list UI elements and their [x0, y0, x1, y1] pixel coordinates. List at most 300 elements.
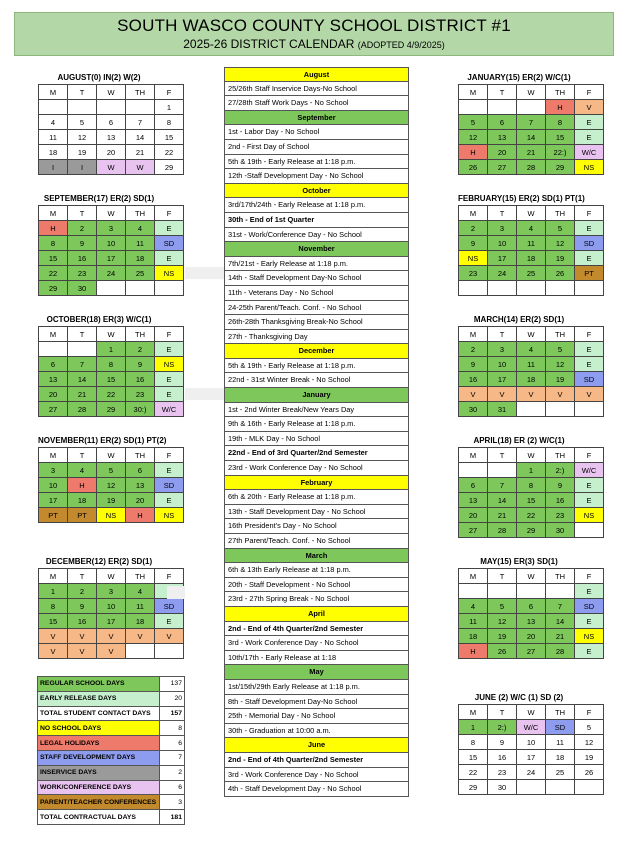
shaded-gap	[185, 267, 224, 279]
day-cell	[546, 780, 575, 795]
weekday-header: F	[575, 206, 604, 221]
day-cell: V	[39, 644, 68, 659]
day-cell: 1	[517, 463, 546, 478]
weekday-header: W	[517, 327, 546, 342]
day-cell: 3	[488, 342, 517, 357]
events-list	[224, 67, 409, 797]
event-row: 30th - End of 1st Quarter	[224, 213, 409, 228]
event-month-header: May	[224, 665, 409, 680]
day-cell: 22:)	[546, 145, 575, 160]
event-row: 23rd - 27th Spring Break - No School	[224, 592, 409, 607]
weekday-header: TH	[126, 206, 155, 221]
weekday-header: W	[517, 206, 546, 221]
event-month-header: September	[224, 111, 409, 126]
weekday-header: M	[459, 705, 488, 720]
day-cell: 14	[546, 614, 575, 629]
day-cell: 16	[459, 372, 488, 387]
shaded-gap	[167, 586, 185, 599]
day-cell	[517, 281, 546, 296]
day-cell	[546, 402, 575, 417]
day-cell: V	[68, 644, 97, 659]
day-cell: 17	[97, 614, 126, 629]
event-row: 2nd - End of 4th Quarter/2nd Semester	[224, 622, 409, 637]
event-row: 25th - Memorial Day - No School	[224, 709, 409, 724]
day-cell: 1	[97, 342, 126, 357]
event-row: 3rd - Work Conference Day - No School	[224, 768, 409, 783]
month-grid	[38, 326, 184, 417]
legend-label: TOTAL STUDENT CONTACT DAYS	[38, 706, 160, 721]
day-cell: 5	[68, 115, 97, 130]
day-cell: 7	[68, 357, 97, 372]
weekday-header: TH	[546, 448, 575, 463]
legend-label: WORK/CONFERENCE DAYS	[38, 780, 160, 795]
month-title: JUNE (2) W/C (1) SD (2)	[474, 693, 564, 702]
weekday-header: F	[575, 569, 604, 584]
legend-count: 20	[160, 691, 185, 706]
day-cell: NS	[155, 508, 184, 523]
weekday-header: F	[155, 85, 184, 100]
day-cell: 16	[546, 493, 575, 508]
legend-label: STAFF DEVELOPMENT DAYS	[38, 750, 160, 765]
event-row: 20th - Staff Development - No School	[224, 578, 409, 593]
day-cell: 21	[68, 387, 97, 402]
day-cell: 4	[126, 221, 155, 236]
day-cell: 11	[459, 614, 488, 629]
day-cell: SD	[155, 236, 184, 251]
legend-label: TOTAL CONTRACTUAL DAYS	[38, 810, 160, 825]
day-cell: E	[155, 372, 184, 387]
event-month-header: August	[224, 67, 409, 82]
day-cell	[126, 281, 155, 296]
day-cell: 14	[68, 372, 97, 387]
weekday-header: W	[517, 448, 546, 463]
day-cell	[126, 644, 155, 659]
weekday-header: M	[39, 327, 68, 342]
day-cell: 7	[546, 599, 575, 614]
legend-label: REGULAR SCHOOL DAYS	[38, 677, 160, 692]
day-cell: 7	[126, 115, 155, 130]
day-cell: 21	[517, 145, 546, 160]
day-cell: E	[575, 614, 604, 629]
day-cell: 4	[459, 599, 488, 614]
month-grid	[458, 205, 604, 296]
event-row: 6th & 20th - Early Release at 1:18 p.m.	[224, 490, 409, 505]
day-cell: 18	[546, 750, 575, 765]
day-cell: 13	[126, 478, 155, 493]
day-cell	[546, 584, 575, 599]
day-cell: V	[575, 387, 604, 402]
day-cell: 6	[39, 357, 68, 372]
day-cell: 4	[517, 221, 546, 236]
month-grid	[458, 84, 604, 175]
event-row: 30th - Graduation at 10:00 a.m.	[224, 724, 409, 739]
event-row: 31st - Work/Conference Day - No School	[224, 228, 409, 243]
weekday-header: M	[459, 448, 488, 463]
day-cell	[575, 402, 604, 417]
day-cell: 30	[459, 402, 488, 417]
day-cell: 24	[517, 765, 546, 780]
day-cell: 18	[126, 251, 155, 266]
legend-count: 2	[160, 765, 185, 780]
day-cell: W	[97, 160, 126, 175]
day-cell: 17	[488, 372, 517, 387]
weekday-header: W	[517, 85, 546, 100]
day-cell: 19	[575, 750, 604, 765]
legend-count: 7	[160, 750, 185, 765]
day-cell: 19	[68, 145, 97, 160]
legend-label: INSERVICE DAYS	[38, 765, 160, 780]
weekday-header: TH	[126, 569, 155, 584]
day-cell	[126, 100, 155, 115]
event-row: 6th & 13th Early Release at 1:18 p.m.	[224, 563, 409, 578]
day-cell: 8	[97, 357, 126, 372]
day-cell: NS	[459, 251, 488, 266]
day-cell: 8	[459, 735, 488, 750]
day-cell: 2	[126, 342, 155, 357]
day-cell: 22	[155, 145, 184, 160]
day-cell: 6	[126, 463, 155, 478]
event-row: 1st - 2nd Winter Break/New Years Day	[224, 403, 409, 418]
weekday-header: TH	[546, 206, 575, 221]
day-cell: 29	[517, 523, 546, 538]
day-cell: 8	[39, 236, 68, 251]
event-row: 7th/21st - Early Release at 1:18 p.m.	[224, 257, 409, 272]
weekday-header: M	[459, 85, 488, 100]
day-cell: 18	[68, 493, 97, 508]
day-cell: 2	[459, 342, 488, 357]
month-grid	[458, 704, 604, 795]
day-cell: 2	[68, 584, 97, 599]
day-cell: 1	[155, 100, 184, 115]
day-cell: 2:)	[488, 720, 517, 735]
day-cell: 15	[97, 372, 126, 387]
event-row: 22nd - 31st Winter Break - No School	[224, 373, 409, 388]
day-cell	[488, 463, 517, 478]
day-cell: 7	[488, 478, 517, 493]
weekday-header: F	[575, 705, 604, 720]
event-month-header: November	[224, 242, 409, 257]
day-cell: 25	[126, 266, 155, 281]
event-row: 27th Parent/Teach. Conf. - No School	[224, 534, 409, 549]
legend-count: 137	[160, 677, 185, 692]
day-cell: 31	[488, 402, 517, 417]
month-title: MAY(15) ER(3) SD(1)	[480, 557, 558, 566]
day-cell: 12	[68, 130, 97, 145]
event-row: 22nd - End of 3rd Quarter/2nd Semester	[224, 446, 409, 461]
day-cell	[459, 463, 488, 478]
weekday-header: TH	[126, 85, 155, 100]
day-cell: I	[68, 160, 97, 175]
month-title: OCTOBER(18) ER(3) W/C(1)	[46, 315, 152, 324]
month-title: APRIL(18) ER (2) W/C(1)	[473, 436, 565, 445]
day-cell	[459, 584, 488, 599]
legend-label: LEGAL HOLIDAYS	[38, 736, 160, 751]
legend-count: 3	[160, 795, 185, 810]
day-cell: 11	[126, 236, 155, 251]
day-cell: I	[39, 160, 68, 175]
day-cell: 10	[517, 735, 546, 750]
adopted-date: (ADOPTED 4/9/2025)	[357, 40, 445, 50]
day-cell: 14	[517, 130, 546, 145]
day-cell: 12	[546, 357, 575, 372]
day-cell: 6	[517, 599, 546, 614]
legend-label: EARLY RELEASE DAYS	[38, 691, 160, 706]
day-cell	[575, 523, 604, 538]
day-cell	[39, 342, 68, 357]
day-cell: 30:)	[126, 402, 155, 417]
day-cell: 15	[517, 493, 546, 508]
weekday-header: TH	[546, 85, 575, 100]
day-cell: 26	[459, 160, 488, 175]
day-cell: 22	[459, 765, 488, 780]
day-cell: V	[488, 387, 517, 402]
month-grid	[38, 447, 184, 523]
day-cell: 13	[459, 493, 488, 508]
day-cell	[488, 100, 517, 115]
event-row: 24-25th Parent/Teach. Conf. - No School	[224, 301, 409, 316]
weekday-header: T	[488, 448, 517, 463]
event-row: 5th & 19th - Early Release at 1:18 p.m.	[224, 359, 409, 374]
day-cell: H	[126, 508, 155, 523]
day-cell: E	[155, 251, 184, 266]
legend-count: 181	[160, 810, 185, 825]
day-cell: 28	[68, 402, 97, 417]
event-row: 5th & 19th - Early Release at 1:18 p.m.	[224, 155, 409, 170]
month-title: DECEMBER(12) ER(2) SD(1)	[45, 557, 153, 566]
weekday-header: M	[39, 85, 68, 100]
month-grid	[458, 568, 604, 659]
weekday-header: T	[68, 569, 97, 584]
day-cell: 3	[39, 463, 68, 478]
day-cell	[488, 281, 517, 296]
weekday-header: W	[97, 448, 126, 463]
day-cell: 29	[546, 160, 575, 175]
day-cell: 18	[517, 251, 546, 266]
month-title: JANUARY(15) ER(2) W/C(1)	[467, 73, 571, 82]
day-cell: V	[517, 387, 546, 402]
day-cell: 25	[546, 765, 575, 780]
day-cell: 5	[97, 463, 126, 478]
day-cell: 23	[459, 266, 488, 281]
event-row: 4th - Staff Development Day - No School	[224, 782, 409, 797]
weekday-header: F	[155, 327, 184, 342]
weekday-header: M	[39, 448, 68, 463]
day-cell: SD	[155, 599, 184, 614]
day-cell: 25	[517, 266, 546, 281]
day-cell: E	[155, 614, 184, 629]
day-cell: 10	[39, 478, 68, 493]
event-row: 2nd - End of 4th Quarter/2nd Semester	[224, 753, 409, 768]
event-row: 27th - Thanksgiving Day	[224, 330, 409, 345]
day-cell	[97, 100, 126, 115]
day-cell: 10	[488, 357, 517, 372]
day-cell: 4	[517, 342, 546, 357]
day-cell: NS	[575, 160, 604, 175]
day-cell: 17	[517, 750, 546, 765]
day-cell: 5	[546, 221, 575, 236]
day-cell: 20	[39, 387, 68, 402]
day-cell: 23	[126, 387, 155, 402]
day-cell: 11	[126, 599, 155, 614]
day-cell: E	[155, 463, 184, 478]
day-cell: 9	[488, 735, 517, 750]
day-cell: 21	[546, 629, 575, 644]
day-cell: H	[459, 145, 488, 160]
month-grid	[38, 568, 184, 659]
weekday-header: F	[575, 327, 604, 342]
weekday-header: W	[517, 569, 546, 584]
legend-label: PARENT/TEACHER CONFERENCES	[38, 795, 160, 810]
day-cell: E	[575, 115, 604, 130]
day-cell	[517, 100, 546, 115]
day-cell: 20	[488, 145, 517, 160]
day-cell: 12	[575, 735, 604, 750]
day-cell: 3	[97, 221, 126, 236]
day-cell: SD	[575, 599, 604, 614]
day-cell: 3	[488, 221, 517, 236]
day-cell: 21	[488, 508, 517, 523]
weekday-header: T	[488, 705, 517, 720]
event-row: 10th/17th - Early Release at 1:18	[224, 651, 409, 666]
day-cell: 12	[546, 236, 575, 251]
day-cell: 11	[517, 357, 546, 372]
day-cell: 6	[459, 478, 488, 493]
day-cell: 27	[39, 402, 68, 417]
weekday-header: TH	[546, 327, 575, 342]
day-cell: SD	[155, 478, 184, 493]
weekday-header: T	[68, 206, 97, 221]
day-cell	[68, 100, 97, 115]
day-cell: V	[575, 100, 604, 115]
day-cell: H	[459, 644, 488, 659]
day-cell: V	[546, 387, 575, 402]
weekday-header: T	[68, 448, 97, 463]
day-cell: E	[155, 387, 184, 402]
day-cell: 30	[488, 780, 517, 795]
day-cell: 16	[68, 614, 97, 629]
day-cell: 15	[39, 251, 68, 266]
legend-table	[37, 676, 185, 825]
calendar-header	[14, 12, 614, 56]
day-cell: 18	[517, 372, 546, 387]
weekday-header: TH	[126, 327, 155, 342]
day-cell	[575, 281, 604, 296]
day-cell: E	[575, 357, 604, 372]
day-cell: 20	[97, 145, 126, 160]
day-cell: 13	[97, 130, 126, 145]
day-cell: 28	[488, 523, 517, 538]
day-cell: 1	[459, 720, 488, 735]
day-cell	[459, 281, 488, 296]
day-cell: V	[39, 629, 68, 644]
day-cell: 29	[459, 780, 488, 795]
day-cell: V	[155, 629, 184, 644]
day-cell	[546, 281, 575, 296]
day-cell: NS	[97, 508, 126, 523]
day-cell	[155, 644, 184, 659]
day-cell: W/C	[575, 463, 604, 478]
day-cell: 13	[488, 130, 517, 145]
day-cell: 22	[517, 508, 546, 523]
weekday-header: T	[488, 327, 517, 342]
day-cell: 23	[546, 508, 575, 523]
weekday-header: F	[575, 448, 604, 463]
day-cell: 15	[546, 130, 575, 145]
month-grid	[38, 84, 184, 175]
day-cell: 30	[546, 523, 575, 538]
day-cell: 5	[488, 599, 517, 614]
event-row: 1st - Labor Day - No School	[224, 125, 409, 140]
day-cell: 16	[68, 251, 97, 266]
day-cell: 17	[97, 251, 126, 266]
event-row: 26th-28th Thanksgiving Break-No School	[224, 315, 409, 330]
shaded-gap	[185, 388, 224, 400]
day-cell: 17	[488, 251, 517, 266]
day-cell: E	[575, 644, 604, 659]
event-row: 13th - Staff Development Day - No School	[224, 505, 409, 520]
day-cell: 28	[517, 160, 546, 175]
event-month-header: October	[224, 184, 409, 199]
weekday-header: M	[459, 569, 488, 584]
event-month-header: January	[224, 388, 409, 403]
event-row: 11th - Veterans Day - No School	[224, 286, 409, 301]
event-month-header: March	[224, 549, 409, 564]
weekday-header: TH	[126, 448, 155, 463]
day-cell: 18	[459, 629, 488, 644]
month-title: MARCH(14) ER(2) SD(1)	[473, 315, 565, 324]
month-title: FEBRUARY(15) ER(2) SD(1) PT(1)	[458, 194, 585, 203]
day-cell: E	[155, 221, 184, 236]
weekday-header: TH	[546, 705, 575, 720]
event-row: 16th President's Day - No School	[224, 519, 409, 534]
day-cell: 19	[488, 629, 517, 644]
event-row: 14th - Staff Development Day-No School	[224, 271, 409, 286]
event-row: 27/28th Staff Work Days - No School	[224, 96, 409, 111]
day-cell: 12	[459, 130, 488, 145]
day-cell: 11	[39, 130, 68, 145]
weekday-header: W	[97, 206, 126, 221]
day-cell: E	[575, 584, 604, 599]
day-cell: 26	[488, 644, 517, 659]
day-cell	[68, 342, 97, 357]
day-cell	[517, 402, 546, 417]
day-cell: 19	[546, 372, 575, 387]
day-cell: 8	[517, 478, 546, 493]
day-cell: 1	[39, 584, 68, 599]
event-row: 23rd - Work Conference Day - No School	[224, 461, 409, 476]
day-cell: 14	[126, 130, 155, 145]
legend-count: 8	[160, 721, 185, 736]
day-cell: 19	[546, 251, 575, 266]
day-cell: 26	[546, 266, 575, 281]
day-cell	[575, 780, 604, 795]
day-cell: E	[155, 342, 184, 357]
month-grid	[38, 205, 184, 296]
day-cell: PT	[39, 508, 68, 523]
day-cell: 9	[68, 236, 97, 251]
month-grid	[458, 326, 604, 417]
month-title: AUGUST(0) IN(2) W(2)	[57, 73, 141, 82]
day-cell: 4	[68, 463, 97, 478]
day-cell: W/C	[575, 145, 604, 160]
day-cell: NS	[155, 266, 184, 281]
day-cell: 29	[97, 402, 126, 417]
event-row: 2nd - First Day of School	[224, 140, 409, 155]
day-cell: 7	[517, 115, 546, 130]
day-cell: W/C	[517, 720, 546, 735]
day-cell: W	[126, 160, 155, 175]
day-cell: 13	[39, 372, 68, 387]
